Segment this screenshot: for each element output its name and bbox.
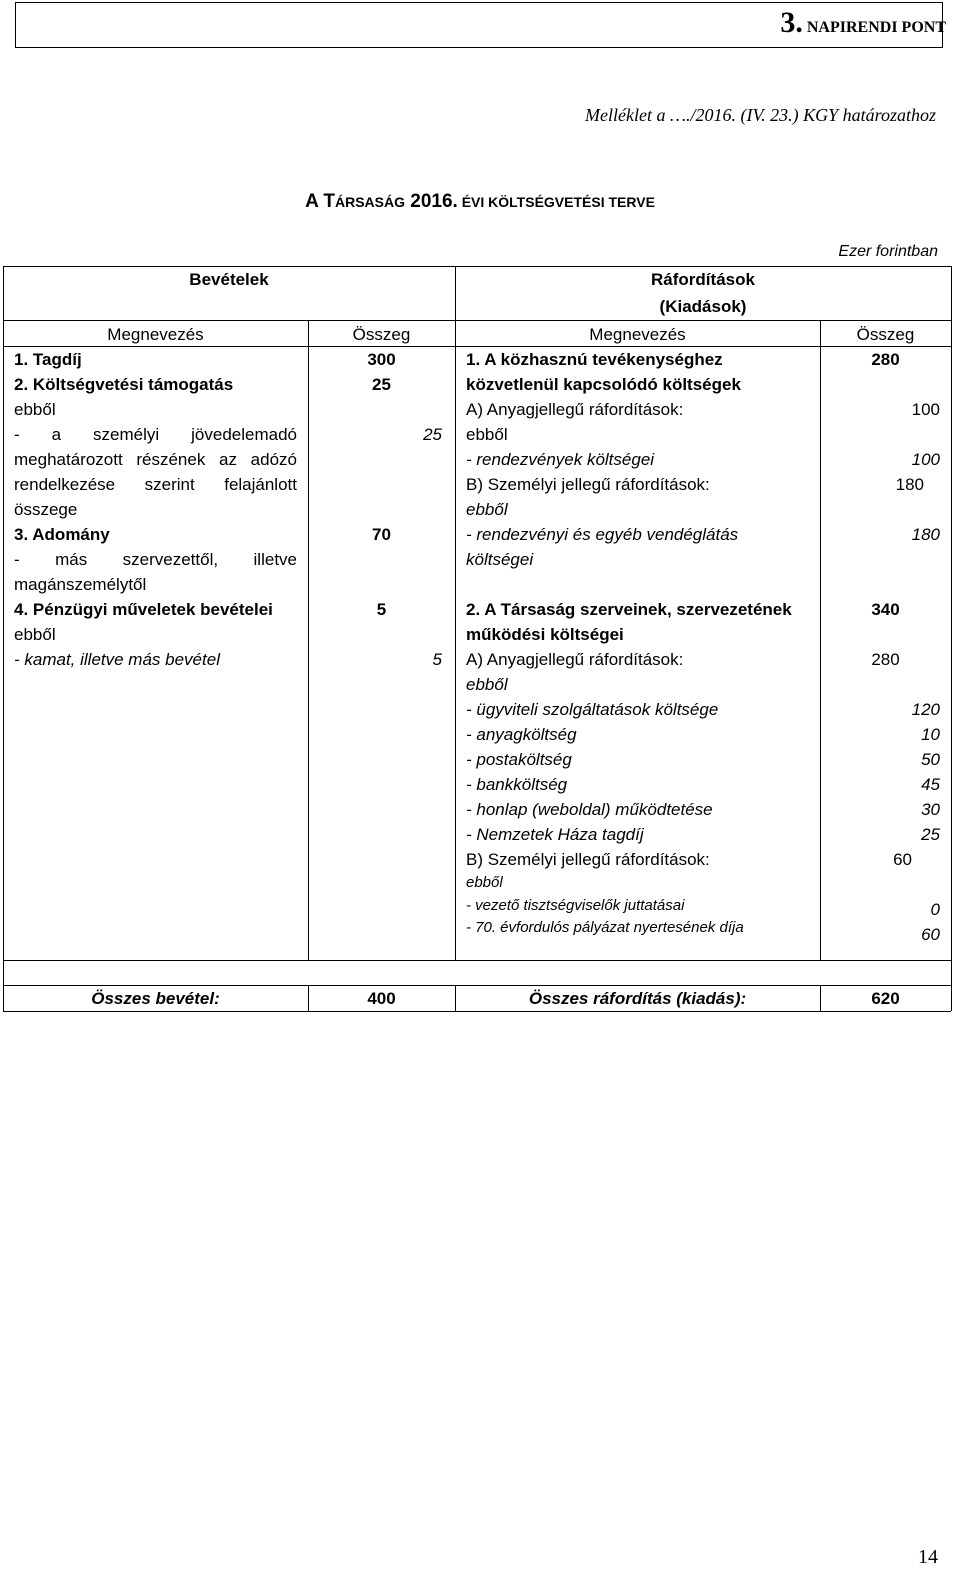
expense-2b-item-value: 0: [930, 900, 940, 919]
income-name-header: Megnevezés: [107, 325, 204, 344]
expense-amount-header: Összeg: [856, 325, 915, 344]
total-income-label: Összes bevétel:: [91, 989, 220, 1008]
table-header-divider: [3, 320, 951, 321]
total-income-value: 400: [367, 989, 396, 1008]
expense-2a-item: - postaköltség: [466, 750, 572, 769]
income-item-4-sub-value: 5: [432, 650, 442, 669]
expense-1a-sub-value: 100: [911, 450, 940, 469]
expense-2a-item: - bankköltség: [466, 775, 568, 794]
income-item-2-ebbol: ebből: [14, 400, 56, 419]
expense-2a-item-value: 30: [921, 800, 940, 819]
income-item-4-ebbol: ebből: [14, 625, 56, 644]
expense-header-line1: Ráfordítások: [651, 270, 755, 289]
expense-2a-value: 280: [871, 650, 900, 669]
income-item-1-value: 300: [367, 350, 396, 369]
income-header: Bevételek: [189, 270, 269, 289]
expense-1a-ebbol: ebből: [466, 425, 508, 444]
table-body-bottom: [3, 960, 951, 961]
income-item-3-label: 3. Adomány: [14, 525, 110, 544]
unit-note: Ezer forintban: [838, 243, 938, 260]
expense-2b-item-value: 60: [921, 925, 940, 944]
expense-item-2-value: 340: [871, 600, 900, 619]
column-divider-middle: [455, 266, 456, 960]
income-item-2-sub-line2: meghatározott részének az adózó: [14, 450, 297, 469]
income-item-2-sub-line4: összege: [14, 500, 78, 519]
agenda-item: [780, 6, 946, 40]
expense-2a-item-value: 10: [921, 725, 940, 744]
expense-1b-sub-line2: költségei: [466, 550, 534, 569]
expense-2b-label: B) Személyi jellegű ráfordítások:: [466, 850, 710, 869]
expense-2a-item: - ügyviteli szolgáltatások költsége: [466, 700, 719, 719]
income-item-4-value: 5: [376, 600, 387, 619]
document-title: A TÁRSASÁG 2016. ÉVI KÖLTSÉGVETÉSI TERVE: [305, 191, 655, 212]
expense-2a-ebbol: ebből: [466, 675, 508, 694]
total-expense-value: 620: [871, 989, 900, 1008]
expense-1a-sub-label: - rendezvények költségei: [466, 450, 655, 469]
expense-2a-item-value: 50: [921, 750, 940, 769]
expense-2a-item-value: 45: [921, 775, 940, 794]
total-expense-label: Összes ráfordítás (kiadás):: [528, 989, 747, 1008]
expense-item-1-value: 280: [871, 350, 900, 369]
annex-reference: Melléklet a …./2016. (IV. 23.) KGY határozathoz: [585, 105, 936, 125]
totals-bottom-border: [3, 1011, 951, 1012]
income-item-1-label: 1. Tagdíj: [14, 350, 82, 369]
income-item-3-sub-line1: - más szervezettől, illetve: [14, 550, 297, 569]
expense-1a-value: 100: [911, 400, 940, 419]
expense-item-1-line2: közvetlenül kapcsolódó költségek: [466, 375, 741, 394]
table-right-border: [951, 266, 952, 1011]
expense-2a-item: - honlap (weboldal) működtetése: [466, 800, 713, 819]
expense-2b-ebbol: ebből: [466, 874, 503, 891]
income-item-2-sub-line1: - a személyi jövedelemadó: [14, 425, 297, 444]
agenda-label: NAPIRENDI PONT: [806, 19, 946, 36]
expense-header-line2: (Kiadások): [659, 297, 747, 316]
expense-item-2-line2: működési költségei: [466, 625, 624, 644]
expense-1a-label: A) Anyagjellegű ráfordítások:: [466, 400, 684, 419]
expense-item-1-line1: 1. A közhasznú tevékenységhez: [466, 350, 723, 369]
agenda-number: 3.: [780, 6, 803, 39]
expense-1b-sub-value: 180: [911, 525, 940, 544]
expense-2a-item-value: 120: [911, 700, 940, 719]
income-item-4-sub-label: - kamat, illetve más bevétel: [14, 650, 220, 669]
income-amount-header: Összeg: [352, 325, 411, 344]
page-number: 14: [918, 1546, 938, 1568]
income-item-4-label: 4. Pénzügyi műveletek bevételei: [14, 600, 273, 619]
income-item-2-sub-value: 25: [423, 425, 442, 444]
income-item-2-label: 2. Költségvetési támogatás: [14, 375, 234, 394]
expense-1b-value: 180: [895, 475, 924, 494]
expense-1b-ebbol: ebből: [466, 500, 508, 519]
expense-name-header: Megnevezés: [589, 325, 686, 344]
expense-2a-item: - Nemzetek Háza tagdíj: [466, 825, 644, 844]
expense-2b-item: - 70. évfordulós pályázat nyertesének díja: [466, 919, 744, 936]
table-left-border: [3, 266, 4, 1011]
expense-1b-label: B) Személyi jellegű ráfordítások:: [466, 475, 710, 494]
income-item-3-value: 70: [372, 525, 391, 544]
expense-2a-item: - anyagköltség: [466, 725, 577, 744]
expense-1b-sub-line1: - rendezvényi és egyéb vendéglátás: [466, 525, 739, 544]
income-item-2-value: 25: [372, 375, 391, 394]
expense-2b-value: 60: [893, 850, 912, 869]
expense-2b-item: - vezető tisztségviselők juttatásai: [466, 897, 685, 914]
expense-item-2-line1: 2. A Társaság szerveinek, szervezetének: [466, 600, 792, 619]
expense-2a-item-value: 25: [921, 825, 940, 844]
income-item-2-sub-line3: rendelkezése szerint felajánlott: [14, 475, 297, 494]
income-item-3-sub-line2: magánszemélytől: [14, 575, 147, 594]
expense-2a-label: A) Anyagjellegű ráfordítások:: [466, 650, 684, 669]
column-divider-left: [308, 320, 309, 960]
